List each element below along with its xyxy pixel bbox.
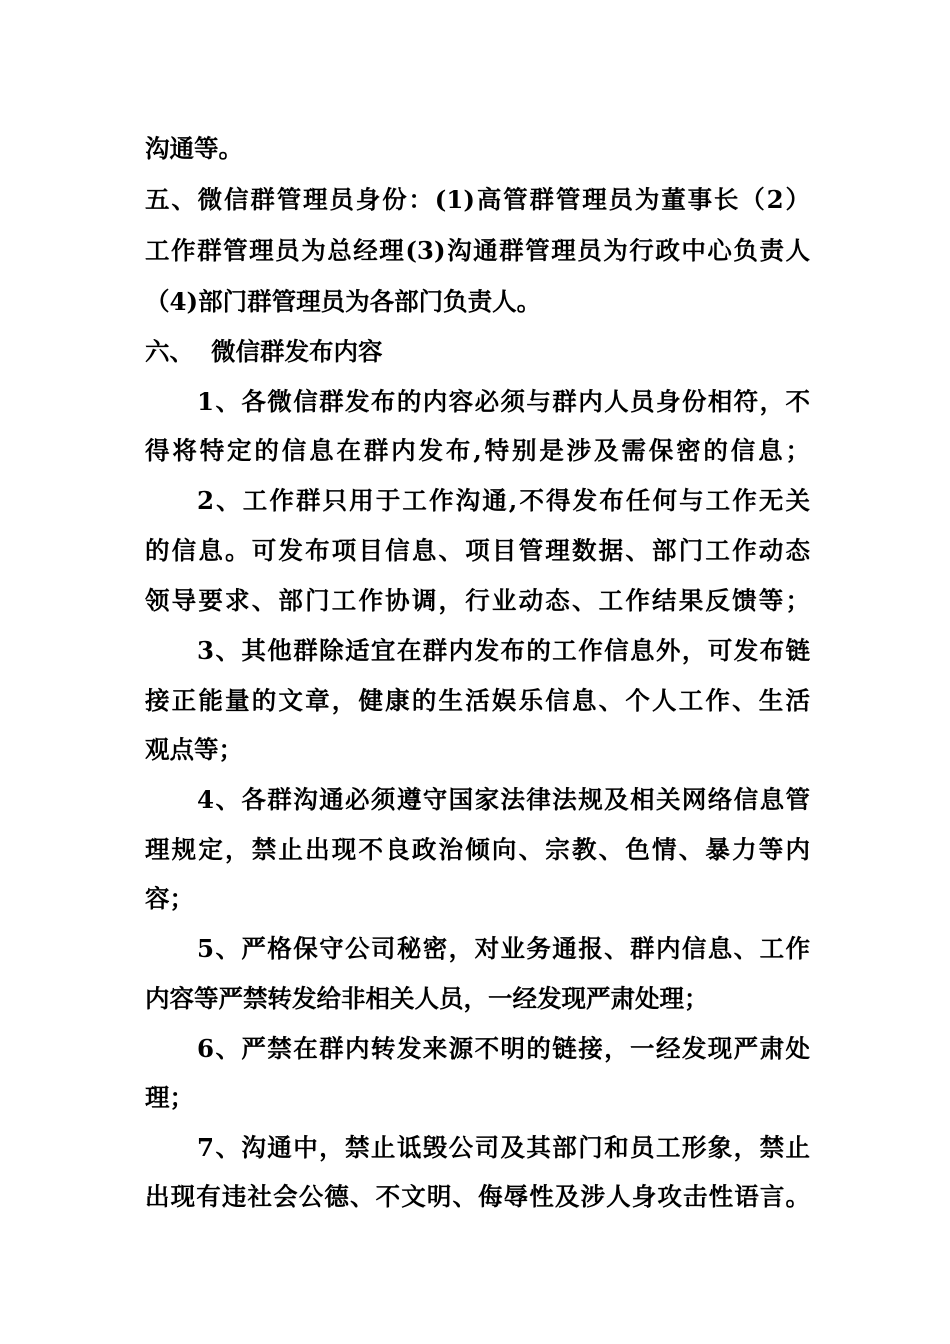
text-line: 4、各群沟通必须遵守国家法律法规及相关网络信息管 [197,785,810,814]
text-line: 出现有违社会公德、不文明、侮辱性及涉人身攻击性语言。 [145,1182,810,1211]
text-line: 的信息。可发布项目信息、项目管理数据、部门工作动态 [145,536,810,565]
text-line: 观点等； [145,735,243,764]
text-line: 3、其他群除适宜在群内发布的工作信息外，可发布链 [197,636,810,665]
text-line: 接正能量的文章，健康的生活娱乐信息、个人工作、生活 [145,686,810,715]
text-line: 理； [145,1083,194,1112]
text-line: 得将特定的信息在群内发布,特别是涉及需保密的信息； [145,436,810,465]
text-line: 领导要求、部门工作协调，行业动态、工作结果反馈等； [145,586,810,615]
text-line: 工作群管理员为总经理(3)沟通群管理员为行政中心负责人 [145,236,810,265]
text-line: 6、严禁在群内转发来源不明的链接，一经发现严肃处 [197,1034,810,1063]
text-line: 2、工作群只用于工作沟通,不得发布任何与工作无关 [197,486,810,515]
text-line: 7、沟通中，禁止诋毁公司及其部门和员工形象，禁止 [197,1133,810,1162]
text-line: 1、各微信群发布的内容必须与群内人员身份相符，不 [197,387,810,416]
text-line: 容； [145,884,194,913]
text-line: 内容等严禁转发给非相关人员，一经发现严肃处理； [145,984,709,1013]
text-line: 理规定，禁止出现不良政治倾向、宗教、色情、暴力等内 [145,835,810,864]
text-line: （4)部门群管理员为各部门负责人。 [145,287,542,316]
section-heading: 六、 微信群发布内容 [145,337,383,366]
text-line: 沟通等。 [145,134,243,163]
text-line: 五、微信群管理员身份：(1)高管群管理员为董事长（2） [145,185,810,214]
text-line: 5、严格保守公司秘密，对业务通报、群内信息、工作 [197,934,810,963]
